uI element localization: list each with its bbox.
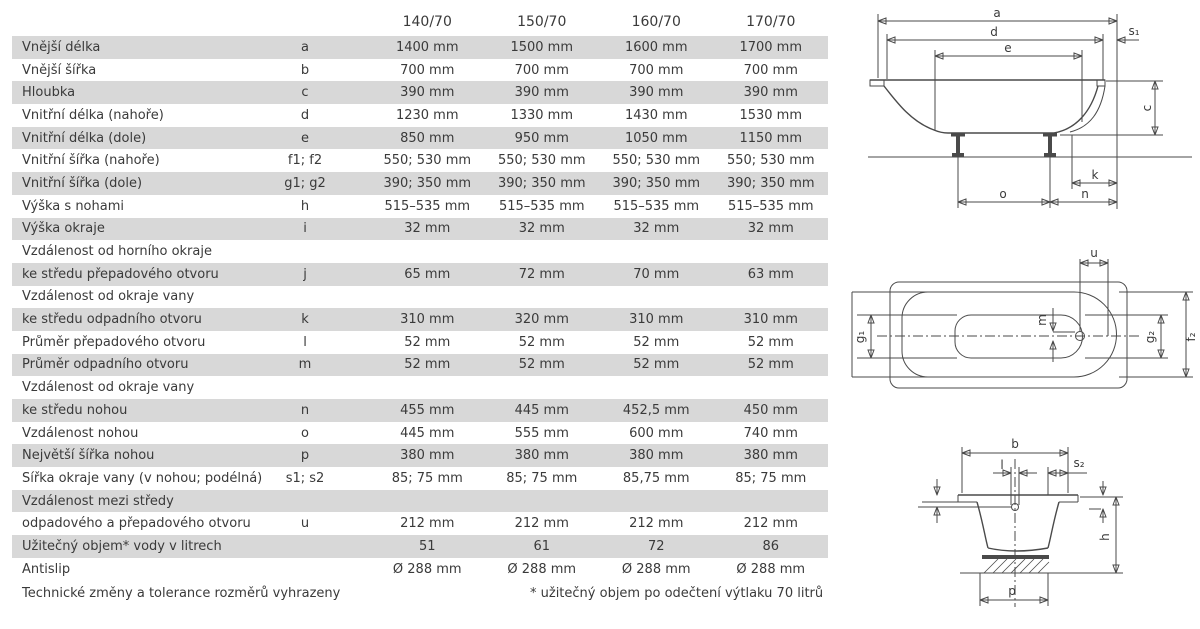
cell-value: 1150 mm xyxy=(739,130,803,146)
row-label: Největší šířka nohou xyxy=(22,448,155,464)
cell-value: 515–535 mm xyxy=(727,198,814,214)
cell-value: 310 mm xyxy=(400,312,455,328)
cell-value: Ø 288 mm xyxy=(736,561,806,577)
footnote-tolerances: Technické změny a tolerance rozměrů vyhrazeny xyxy=(22,586,341,601)
dim-label-m: m xyxy=(1035,314,1049,326)
cell-value: 390; 350 mm xyxy=(383,175,472,191)
cell-value: Ø 288 mm xyxy=(507,561,577,577)
cell-value: 310 mm xyxy=(743,312,798,328)
cell-value: 445 mm xyxy=(400,425,455,441)
cell-value: Ø 288 mm xyxy=(392,561,462,577)
dim-label-s1: s₁ xyxy=(1128,24,1140,38)
cell-value: 515–535 mm xyxy=(384,198,471,214)
cell-value: 555 mm xyxy=(514,425,569,441)
dimension-letter: e xyxy=(301,130,309,146)
row-label: Průměr přepadového otvoru xyxy=(22,334,206,350)
table-row xyxy=(12,104,828,127)
cell-value: 455 mm xyxy=(400,402,455,418)
row-label: Vnější délka xyxy=(22,39,101,55)
table-row xyxy=(12,444,828,467)
row-label: Vnější šířka xyxy=(22,62,97,78)
spec-table-body xyxy=(12,36,828,581)
dimension-letter: k xyxy=(301,312,309,328)
dimension-letter: o xyxy=(301,425,309,441)
column-header-170-70: 170/70 xyxy=(746,14,796,30)
dimension-letter: d xyxy=(300,107,310,123)
cell-value: 700 mm xyxy=(743,62,798,78)
cell-value: 600 mm xyxy=(629,425,684,441)
cell-value: 390; 350 mm xyxy=(497,175,586,191)
row-label: ke středu nohou xyxy=(22,402,128,418)
row-label: Vzdálenost od horního okraje xyxy=(22,244,212,260)
dim-label-b: b xyxy=(1011,437,1019,451)
table-row xyxy=(12,331,828,354)
tub-foot xyxy=(951,133,965,157)
row-label: Vzdálenost mezi středy xyxy=(22,493,174,509)
tub-foot xyxy=(1043,133,1057,157)
cell-value: 550; 530 mm xyxy=(497,153,586,169)
cell-value: 390 mm xyxy=(514,85,569,101)
row-label: Vzdálenost nohou xyxy=(22,425,139,441)
cell-value: 85; 75 mm xyxy=(391,470,463,486)
cell-value: 700 mm xyxy=(514,62,569,78)
cell-value: 380 mm xyxy=(400,448,455,464)
cell-value: 52 mm xyxy=(518,357,565,373)
cell-value: 450 mm xyxy=(743,402,798,418)
table-row xyxy=(12,376,828,399)
dim-label-n: n xyxy=(1081,187,1089,201)
cell-value: 70 mm xyxy=(633,266,680,282)
side-view-diagram xyxy=(848,2,1200,220)
table-row xyxy=(12,422,828,445)
cell-value: 32 mm xyxy=(518,221,565,237)
cell-value: 445 mm xyxy=(514,402,569,418)
table-row xyxy=(12,36,828,59)
cell-value: 32 mm xyxy=(404,221,451,237)
dimension-letter: c xyxy=(301,85,309,101)
column-header-150-70: 150/70 xyxy=(517,14,567,30)
row-label: Užitečný objem* vody v litrech xyxy=(22,538,222,554)
footnote-volume: * užitečný objem po odečtení výtlaku 70 litrů xyxy=(530,586,824,601)
cell-value: 85,75 mm xyxy=(622,470,690,486)
dim-label-u: u xyxy=(1090,246,1098,260)
table-row xyxy=(12,354,828,377)
left-wall xyxy=(977,502,988,548)
dim-label-s2: s₂ xyxy=(1073,456,1085,470)
row-label: Vnitřní délka (nahoře) xyxy=(22,107,164,123)
table-row xyxy=(12,399,828,422)
row-label: Šířka okraje vany (v nohou; podélná) xyxy=(22,470,263,486)
table-row xyxy=(12,240,828,263)
cell-value: 1230 mm xyxy=(395,107,459,123)
cell-value: 1330 mm xyxy=(510,107,574,123)
cell-value: 380 mm xyxy=(743,448,798,464)
dimension-letter: s1; s2 xyxy=(285,470,325,486)
row-label: Výška okraje xyxy=(22,221,105,237)
dimension-letter: h xyxy=(300,198,310,214)
cell-value: 212 mm xyxy=(514,516,569,532)
cell-value: 85; 75 mm xyxy=(735,470,807,486)
row-label: Vzdálenost od okraje vany xyxy=(22,289,195,305)
row-label: Hloubka xyxy=(22,85,76,101)
dimension-letter: f1; f2 xyxy=(287,153,323,169)
support-base xyxy=(982,555,1049,559)
cell-value: 950 mm xyxy=(514,130,569,146)
table-row xyxy=(12,558,828,581)
cell-value: 65 mm xyxy=(404,266,451,282)
cell-value: 32 mm xyxy=(633,221,680,237)
table-row xyxy=(12,490,828,513)
cell-value: 550; 530 mm xyxy=(383,153,472,169)
cell-value: 52 mm xyxy=(747,334,794,350)
dimension-letter: n xyxy=(300,402,310,418)
column-header-140-70: 140/70 xyxy=(402,14,452,30)
cell-value: 52 mm xyxy=(404,334,451,350)
cell-value: 52 mm xyxy=(633,357,680,373)
dimension-letter: g1; g2 xyxy=(284,175,326,191)
dimension-letter: i xyxy=(303,221,307,237)
table-row xyxy=(12,218,828,241)
cell-value: 700 mm xyxy=(400,62,455,78)
cell-value: 310 mm xyxy=(629,312,684,328)
cell-value: 51 xyxy=(418,538,436,554)
cell-value: 72 mm xyxy=(518,266,565,282)
dim-label-f2: f₂ xyxy=(1184,332,1198,342)
table-row xyxy=(12,127,828,150)
cell-value: 32 mm xyxy=(747,221,794,237)
cell-value: 85; 75 mm xyxy=(506,470,578,486)
dim-label-h: h xyxy=(1098,533,1112,541)
table-row xyxy=(12,467,828,490)
cell-value: 52 mm xyxy=(404,357,451,373)
top-view-diagram xyxy=(845,232,1200,422)
tub-profile xyxy=(884,86,1098,133)
tub-outer-rim xyxy=(890,282,1127,388)
cell-value: 1400 mm xyxy=(395,39,459,55)
dim-label-d: d xyxy=(990,25,998,39)
cell-value: 380 mm xyxy=(629,448,684,464)
row-label: Vnitřní šířka (dole) xyxy=(22,175,143,191)
cell-value: 212 mm xyxy=(629,516,684,532)
cell-value: 380 mm xyxy=(514,448,569,464)
row-label: Vzdálenost od okraje vany xyxy=(22,380,195,396)
cell-value: 390; 350 mm xyxy=(726,175,815,191)
table-row xyxy=(12,195,828,218)
dimension-letter: m xyxy=(298,357,312,373)
cell-value: 740 mm xyxy=(743,425,798,441)
dim-label-c: c xyxy=(1140,104,1154,112)
table-row xyxy=(12,286,828,309)
table-row xyxy=(12,59,828,82)
spec-table xyxy=(12,8,828,581)
cell-value: 1430 mm xyxy=(624,107,688,123)
cell-value: 52 mm xyxy=(633,334,680,350)
cell-value: 61 xyxy=(533,538,551,554)
row-label: ke středu odpadního otvoru xyxy=(22,312,202,328)
cell-value: 1700 mm xyxy=(739,39,803,55)
row-label: Průměr odpadního otvoru xyxy=(22,357,189,373)
table-header-row xyxy=(12,8,828,36)
cell-value: 390 mm xyxy=(629,85,684,101)
cell-value: 390; 350 mm xyxy=(612,175,701,191)
table-row xyxy=(12,81,828,104)
cell-value: 452,5 mm xyxy=(622,402,690,418)
cell-value: 52 mm xyxy=(747,357,794,373)
end-view-diagram xyxy=(898,425,1200,625)
cell-value: 850 mm xyxy=(400,130,455,146)
row-label: Výška s nohami xyxy=(22,198,124,214)
cell-value: Ø 288 mm xyxy=(621,561,691,577)
table-row xyxy=(12,172,828,195)
dim-label-o: o xyxy=(999,187,1007,201)
cell-value: 52 mm xyxy=(518,334,565,350)
dimension-letter: l xyxy=(303,334,307,350)
cell-value: 1530 mm xyxy=(739,107,803,123)
cell-value: 72 xyxy=(647,538,665,554)
cell-value: 212 mm xyxy=(400,516,455,532)
dim-label-a: a xyxy=(993,6,1001,20)
table-row xyxy=(12,308,828,331)
row-label: Antislip xyxy=(22,561,71,577)
cell-value: 212 mm xyxy=(743,516,798,532)
right-wall xyxy=(1048,502,1059,548)
cell-value: 550; 530 mm xyxy=(726,153,815,169)
dim-label-l: l xyxy=(1000,458,1004,472)
cell-value: 515–535 mm xyxy=(498,198,585,214)
cell-value: 1050 mm xyxy=(624,130,688,146)
column-header-160-70: 160/70 xyxy=(631,14,681,30)
cell-value: 700 mm xyxy=(629,62,684,78)
dim-label-g1: g₁ xyxy=(853,330,867,344)
dim-label-k: k xyxy=(1091,168,1099,182)
cell-value: 550; 530 mm xyxy=(612,153,701,169)
cell-value: 320 mm xyxy=(514,312,569,328)
dimension-letter: p xyxy=(300,448,310,464)
cell-value: 515–535 mm xyxy=(613,198,700,214)
dimension-letter: b xyxy=(300,62,310,78)
table-row xyxy=(12,263,828,286)
dimension-letter: u xyxy=(300,516,310,532)
table-row xyxy=(12,149,828,172)
table-row xyxy=(12,512,828,535)
row-label: Vnitřní šířka (nahoře) xyxy=(22,153,160,169)
cell-value: 63 mm xyxy=(747,266,794,282)
row-label: odpadového a přepadového otvoru xyxy=(22,516,251,532)
cell-value: 86 xyxy=(762,538,780,554)
row-label: ke středu přepadového otvoru xyxy=(22,266,219,282)
cell-value: 1600 mm xyxy=(624,39,688,55)
row-label: Vnitřní délka (dole) xyxy=(22,130,147,146)
dim-label-g2: g₂ xyxy=(1143,330,1157,344)
dim-label-e: e xyxy=(1004,41,1012,55)
tub-bottom xyxy=(988,548,1048,551)
dim-label-p: p xyxy=(1008,584,1016,598)
cell-value: 390 mm xyxy=(743,85,798,101)
table-row xyxy=(12,535,828,558)
cell-value: 390 mm xyxy=(400,85,455,101)
dimension-letter: j xyxy=(303,266,307,282)
cell-value: 1500 mm xyxy=(510,39,574,55)
dimension-letter: a xyxy=(301,39,309,55)
